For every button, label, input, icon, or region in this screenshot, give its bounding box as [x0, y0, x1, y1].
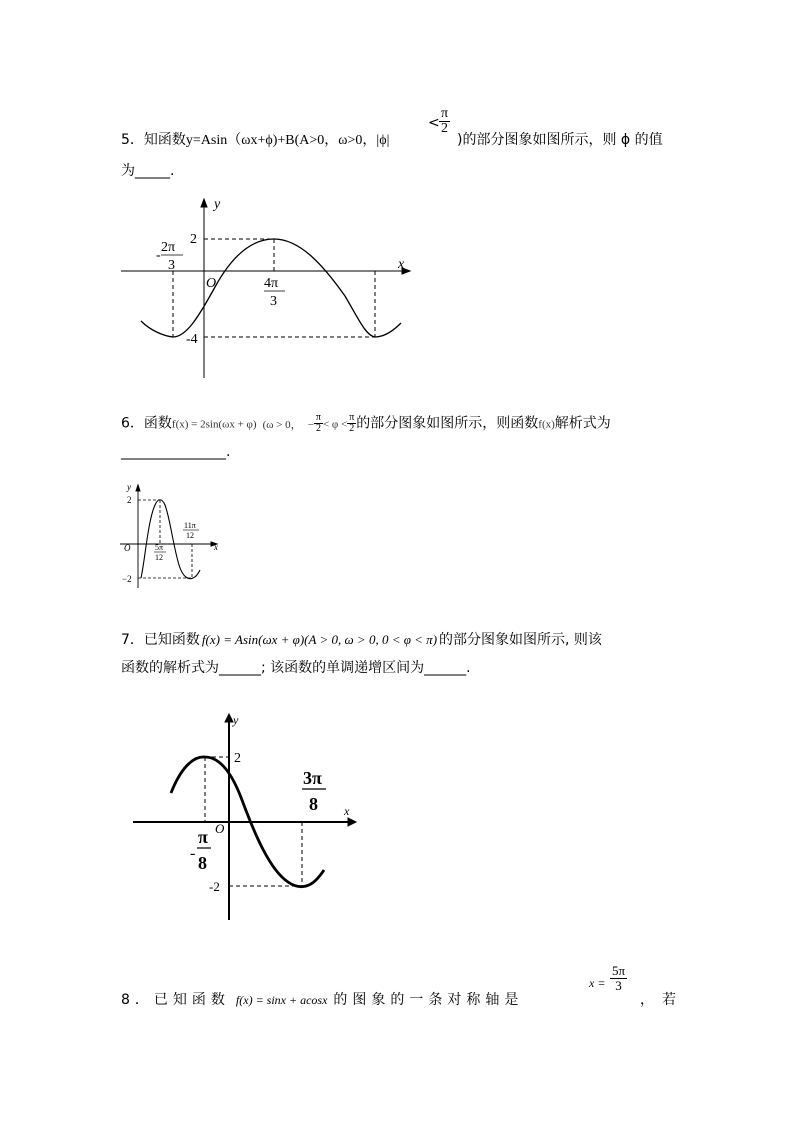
q6-suffix: 的部分图象如图所示，则函数	[356, 415, 539, 432]
q5-y-min: -4	[186, 332, 198, 347]
q6-tick1-den: 12	[155, 553, 163, 562]
q5-prefix: 5．知函数	[121, 132, 186, 148]
q8-middle: 的图象的一条对称轴是	[333, 992, 524, 1008]
q6-origin: O	[124, 543, 131, 553]
q7-right-tick-den: 8	[309, 794, 318, 814]
q7-left-tick-den: 8	[198, 853, 207, 873]
q8-axis-frac	[610, 964, 627, 993]
q5-right-tick-num: 4π	[264, 276, 279, 291]
q7-x-arrow	[348, 818, 356, 826]
q6-y-label: y	[127, 482, 131, 492]
q6-tick1-num: 5π	[155, 543, 164, 552]
q7-origin: O	[215, 821, 225, 836]
q6-y-min: −2	[122, 574, 132, 584]
q5-y-max: 2	[190, 232, 197, 247]
q8-line1	[121, 990, 523, 1010]
q5-left-tick-num: 2π	[161, 240, 176, 255]
q7-y-arrow	[225, 714, 233, 722]
q6-fx: f(x)	[538, 418, 555, 431]
q7-suffix: 的部分图象如图所示, 则该	[439, 632, 602, 648]
q6-tick2-num: 11π	[184, 521, 196, 530]
q8-suffix: ，若	[640, 992, 684, 1008]
q6-suffix2: 解析式为	[554, 415, 611, 432]
q5-right-tick-den: 3	[270, 294, 277, 309]
q7-y-min: -2	[209, 879, 220, 894]
q7-prefix: 7．已知函数	[121, 632, 200, 648]
q5-lt: <	[428, 115, 440, 131]
q5-suffix: )的部分图象如图所示，则 ϕ 的值	[457, 132, 663, 148]
q6-cond2-mid: < φ <	[322, 418, 348, 431]
q6-formula: f(x) = 2sin(ωx + φ)	[171, 418, 257, 431]
q5-left-tick-sign: -	[156, 248, 161, 263]
q8-formula: f(x) = sinx + acosx	[235, 993, 328, 1007]
q7-x-label: x	[344, 804, 350, 818]
q7-line2: 函数的解析式为______; 该函数的单调递增区间为______.	[121, 660, 471, 676]
q5-two: 2	[439, 121, 450, 136]
q6-cond1: (ω > 0，	[262, 418, 302, 431]
q8-axis-num: 5π	[612, 963, 626, 978]
q7-formula: f(x) = Asin(ωx + φ)(A > 0, ω > 0, 0 < φ < π)	[201, 632, 438, 647]
q6-y-max: 2	[127, 495, 132, 505]
q6-line2: _______________.	[121, 444, 231, 460]
q8-prefix: 8．已知函数	[121, 992, 230, 1008]
q6-pi-over-2-b: $\frac{\pi}{2}$	[349, 412, 355, 434]
q6-cond2-pre: −	[307, 418, 314, 431]
q7-left-tick-num: π	[198, 827, 208, 847]
q7-left-tick-sign: -	[190, 845, 196, 862]
q5-left-tick-den: 3	[168, 258, 175, 273]
q7-y-label: y	[233, 713, 239, 727]
q5-pi: π	[441, 106, 449, 121]
q6-pi-over-2-a: $\frac{\pi}{2}$	[315, 412, 321, 434]
q7-y-max: 2	[234, 751, 241, 766]
q5-expr: y=Asin（ωx+ϕ)+B(A>0，ω>0，|ϕ|	[185, 133, 390, 148]
q6-tick2-den: 12	[186, 531, 194, 540]
q7-right-tick-num: 3π	[303, 768, 322, 788]
q5-origin: O	[206, 276, 217, 291]
q5-line2: 为_____.	[121, 163, 175, 179]
q8-axis-den: 3	[615, 978, 622, 993]
q6-x-label: x	[214, 542, 218, 552]
q5-x-label: x	[398, 257, 405, 272]
q6-prefix: 6．函数	[121, 415, 172, 432]
q5-y-label: y	[214, 197, 221, 212]
q8-axis: x =	[589, 976, 606, 990]
